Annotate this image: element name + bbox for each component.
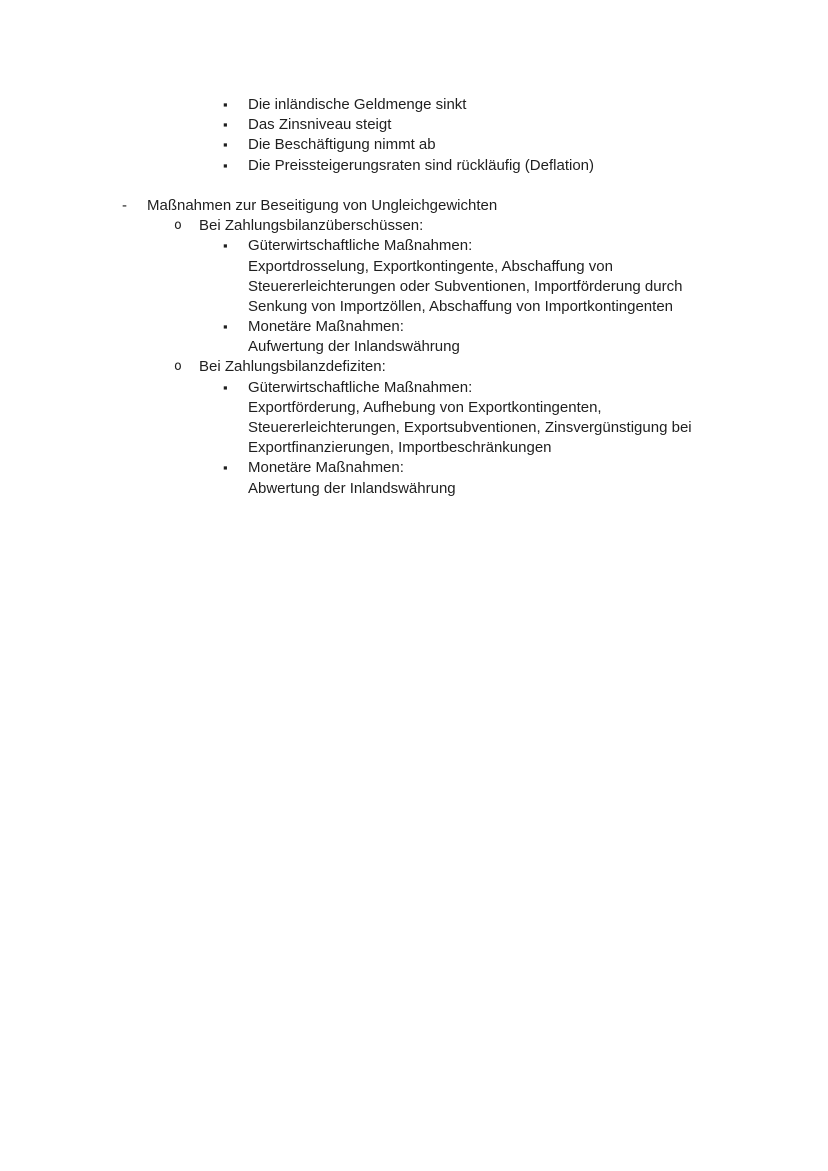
list-item (0, 458, 828, 478)
list-item (0, 115, 828, 135)
measure-text: Aufwertung der Inlandswährung (248, 338, 460, 356)
measure-title: Monetäre Maßnahmen: (248, 318, 404, 336)
list-item-text: Die inländische Geldmenge sinkt (248, 96, 467, 113)
measure-text: Steuererleichterungen, Exportsubventionen, Zinsvergünstigung bei (248, 419, 692, 436)
list-item-text: Das Zinsniveau steigt (248, 116, 392, 134)
dash-bullet-icon: - (122, 196, 127, 214)
square-bullet-icon: ▪ (223, 379, 228, 395)
case-title: Bei Zahlungsbilanzdefiziten: (199, 358, 386, 376)
measure-title: Güterwirtschaftliche Maßnahmen: (248, 378, 473, 396)
list-item-continuation (0, 479, 828, 499)
list-item-text: Die Preissteigerungsraten sind rückläufig (Deflation) (248, 156, 594, 174)
measure-text: Exportfinanzierungen, Importbeschränkungen (248, 439, 552, 457)
measure-text: Steuererleichterungen oder Subventionen, Importförderung durch (248, 277, 683, 295)
measure-text: Senkung von Importzöllen, Abschaffung von Importkontingenten (248, 297, 674, 315)
document-content (0, 95, 828, 499)
list-item-continuation (0, 418, 828, 438)
list-item (0, 378, 828, 398)
case-title: Bei Zahlungsbilanzüberschüssen: (199, 217, 424, 235)
square-bullet-icon: ▪ (223, 319, 228, 335)
blank-line (0, 176, 828, 196)
square-bullet-icon: ▪ (223, 117, 228, 133)
square-bullet-icon: ▪ (223, 238, 228, 254)
list-item-text: Die Beschäftigung nimmt ab (248, 136, 436, 154)
measure-text: Exportförderung, Aufhebung von Exportkontingenten, (248, 398, 602, 416)
list-item-continuation (0, 277, 828, 297)
measure-title: Monetäre Maßnahmen: (248, 459, 404, 477)
square-bullet-icon: ▪ (223, 97, 228, 112)
section-title: Maßnahmen zur Beseitigung von Ungleichgewichten (147, 196, 498, 214)
measure-text: Abwertung der Inlandswährung (248, 479, 456, 497)
list-item-continuation (0, 297, 828, 317)
list-item (0, 216, 828, 236)
list-item-continuation (0, 438, 828, 458)
square-bullet-icon: ▪ (223, 460, 228, 476)
list-item-continuation (0, 257, 828, 277)
measure-title: Güterwirtschaftliche Maßnahmen: (248, 237, 473, 255)
circle-bullet-icon: o (174, 218, 182, 234)
list-item (0, 236, 828, 256)
square-bullet-icon: ▪ (223, 137, 228, 153)
list-item (0, 95, 828, 115)
list-item (0, 156, 828, 176)
list-item (0, 317, 828, 337)
circle-bullet-icon: o (174, 359, 182, 375)
list-item (0, 196, 828, 216)
list-item-continuation (0, 398, 828, 418)
list-item-continuation (0, 337, 828, 357)
list-item (0, 357, 828, 377)
square-bullet-icon: ▪ (223, 157, 228, 173)
list-item (0, 135, 828, 155)
measure-text: Exportdrosselung, Exportkontingente, Abschaffung von (248, 257, 613, 275)
